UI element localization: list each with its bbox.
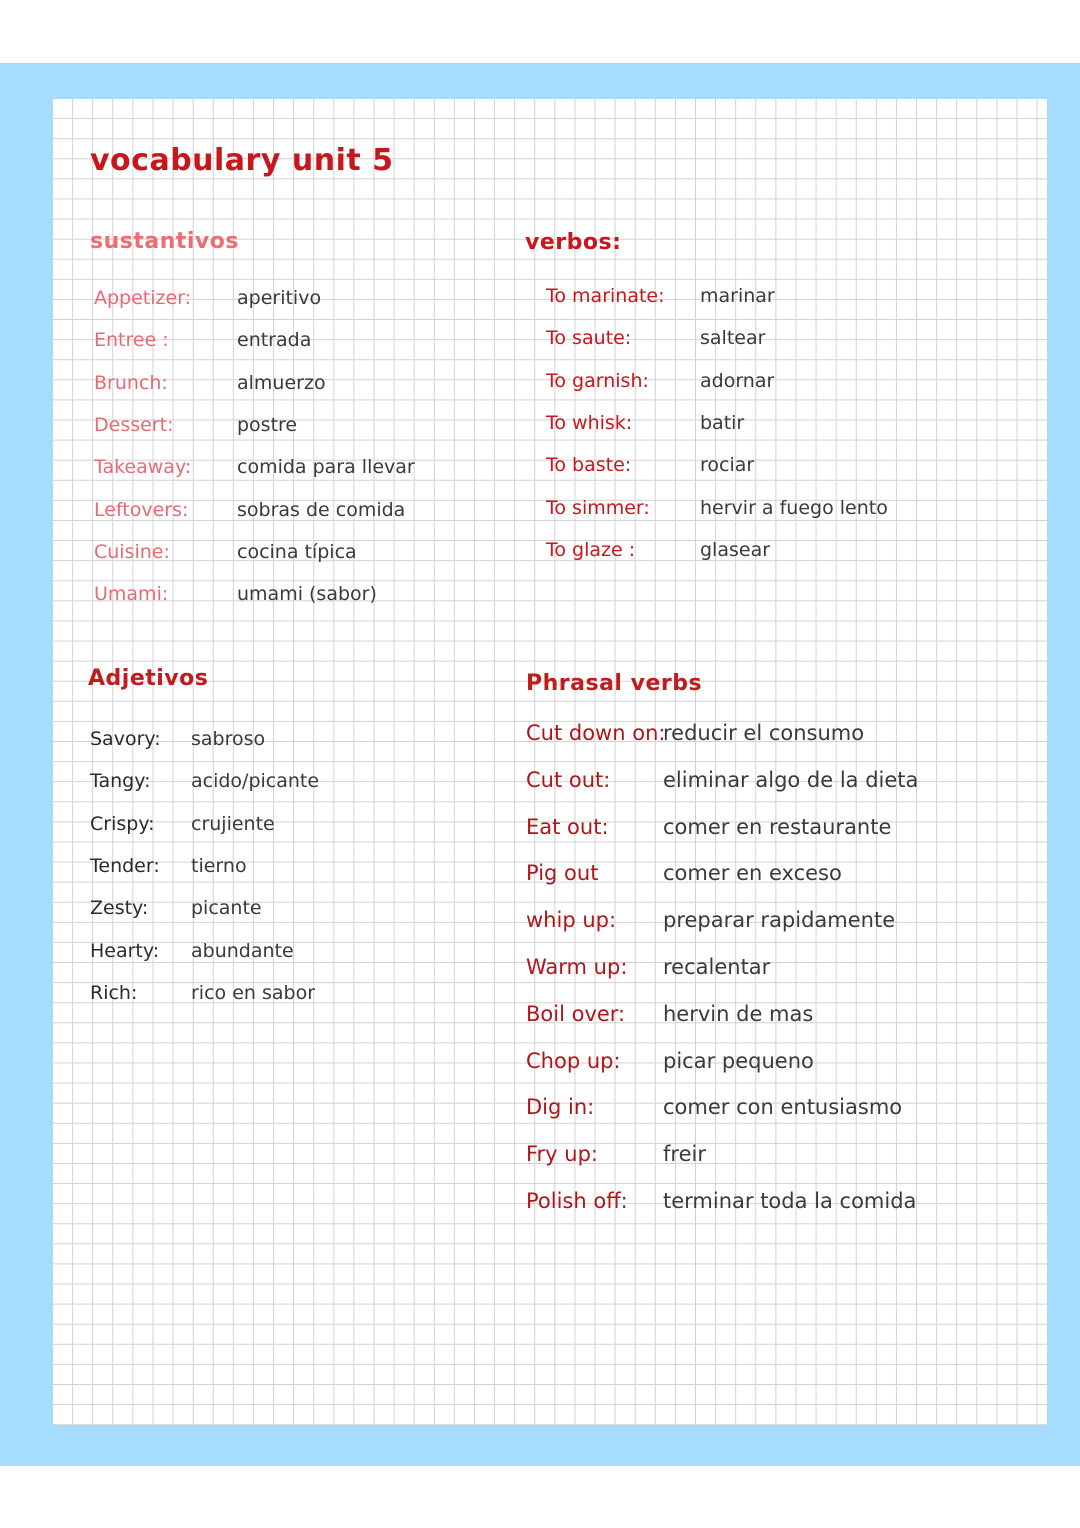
sustantivo-row-term: Takeaway: [94, 456, 192, 479]
verbo-row-term: To baste: [546, 454, 632, 477]
grid-paper-sheet [53, 99, 1047, 1425]
sustantivo-row-term: Dessert: [94, 413, 174, 436]
sustantivo-row-meaning: comida para llevar [237, 456, 415, 479]
phrasal-verb-row-term: Cut down on: [526, 721, 666, 745]
verbo-row-meaning: batir [700, 411, 745, 434]
verbo-row-meaning: adornar [700, 369, 775, 392]
adjetivo-row-term: Rich: [90, 981, 138, 1004]
phrasal-verb-row-meaning: preparar rapidamente [663, 908, 896, 933]
verbo-row-term: To saute: [546, 327, 632, 350]
sustantivo-row-term: Cuisine: [94, 540, 170, 563]
sustantivo-row-meaning: cocina típica [237, 540, 357, 563]
phrasal-verb-row-meaning: recalentar [663, 955, 771, 979]
adjetivo-row-term: Tangy: [90, 770, 151, 793]
adjetivo-row-term: Tender: [90, 854, 160, 877]
phrasal-verb-row-meaning: freir [663, 1142, 706, 1167]
verbo-row-term: To marinate: [546, 285, 665, 307]
phrasal-verb-row-term: Fry up: [526, 1142, 599, 1167]
verbo-row-meaning: hervir a fuego lento [700, 496, 888, 519]
adjetivo-row-term: Savory: [90, 728, 161, 750]
sustantivo-row-meaning: umami (sabor) [237, 583, 377, 606]
phrasal-verb-row-meaning: reducir el consumo [663, 721, 865, 745]
phrasal-verb-row-term: Boil over: [526, 1001, 626, 1026]
adjetivo-row-meaning: abundante [191, 939, 294, 962]
adjetivo-row-meaning: picante [191, 897, 262, 920]
page-title: vocabulary unit 5 [90, 143, 394, 178]
phrasal-verbs-heading: Phrasal verbs [526, 671, 703, 696]
phrasal-verb-row-term: Warm up: [526, 955, 628, 979]
phrasal-verb-row-term: Cut out: [526, 767, 611, 792]
adjetivos-heading: Adjetivos [88, 666, 209, 691]
verbo-row-term: To whisk: [546, 411, 633, 434]
phrasal-verb-row-meaning: comer en exceso [663, 861, 842, 886]
sustantivo-row-meaning: entrada [237, 329, 312, 352]
phrasal-verb-row-term: Pig out [526, 861, 599, 886]
phrasal-verb-row-meaning: eliminar algo de la dieta [663, 767, 919, 792]
sustantivo-row-meaning: almuerzo [237, 371, 326, 394]
phrasal-verb-row-term: Chop up: [526, 1048, 621, 1073]
verbos-heading: verbos: [525, 230, 622, 255]
adjetivo-row-meaning: crujiente [191, 812, 275, 835]
verbo-row-meaning: saltear [700, 327, 766, 350]
sustantivo-row-term: Umami: [94, 583, 169, 606]
phrasal-verb-row-term: Dig in: [526, 1095, 595, 1120]
adjetivo-row-meaning: tierno [191, 854, 247, 877]
sustantivo-row-term: Leftovers: [94, 498, 189, 521]
sustantivo-row-term: Entree : [94, 329, 169, 352]
verbo-row-term: To garnish: [546, 369, 649, 392]
adjetivo-row-meaning: sabroso [191, 728, 266, 750]
phrasal-verb-row-term: whip up: [526, 908, 617, 933]
sustantivo-row-meaning: postre [237, 413, 298, 436]
verbo-row-term: To simmer: [546, 496, 650, 519]
phrasal-verb-row-meaning: hervin de mas [663, 1001, 814, 1026]
verbo-row-meaning: marinar [700, 285, 775, 307]
sustantivo-row-term: Appetizer: [94, 287, 192, 309]
phrasal-verb-row-term: Polish off: [526, 1189, 628, 1213]
adjetivo-row-term: Hearty: [90, 939, 160, 962]
phrasal-verb-row-meaning: terminar toda la comida [663, 1189, 917, 1213]
phrasal-verb-row-meaning: comer con entusiasmo [663, 1095, 903, 1120]
phrasal-verb-row-meaning: comer en restaurante [663, 814, 892, 839]
verbo-row-term: To glaze : [546, 538, 636, 561]
adjetivo-row-meaning: acido/picante [191, 770, 320, 793]
phrasal-verb-row-term: Eat out: [526, 814, 609, 839]
verbo-row-meaning: glasear [700, 538, 771, 561]
verbo-row-meaning: rociar [700, 454, 755, 477]
phrasal-verb-row-meaning: picar pequeno [663, 1048, 814, 1073]
adjetivo-row-term: Crispy: [90, 812, 155, 835]
sustantivo-row-meaning: aperitivo [237, 287, 322, 309]
sustantivos-heading: sustantivos [90, 229, 239, 254]
sustantivo-row-term: Brunch: [94, 371, 168, 394]
adjetivo-row-meaning: rico en sabor [191, 981, 316, 1004]
adjetivo-row-term: Zesty: [90, 897, 149, 920]
sustantivo-row-meaning: sobras de comida [237, 498, 406, 521]
